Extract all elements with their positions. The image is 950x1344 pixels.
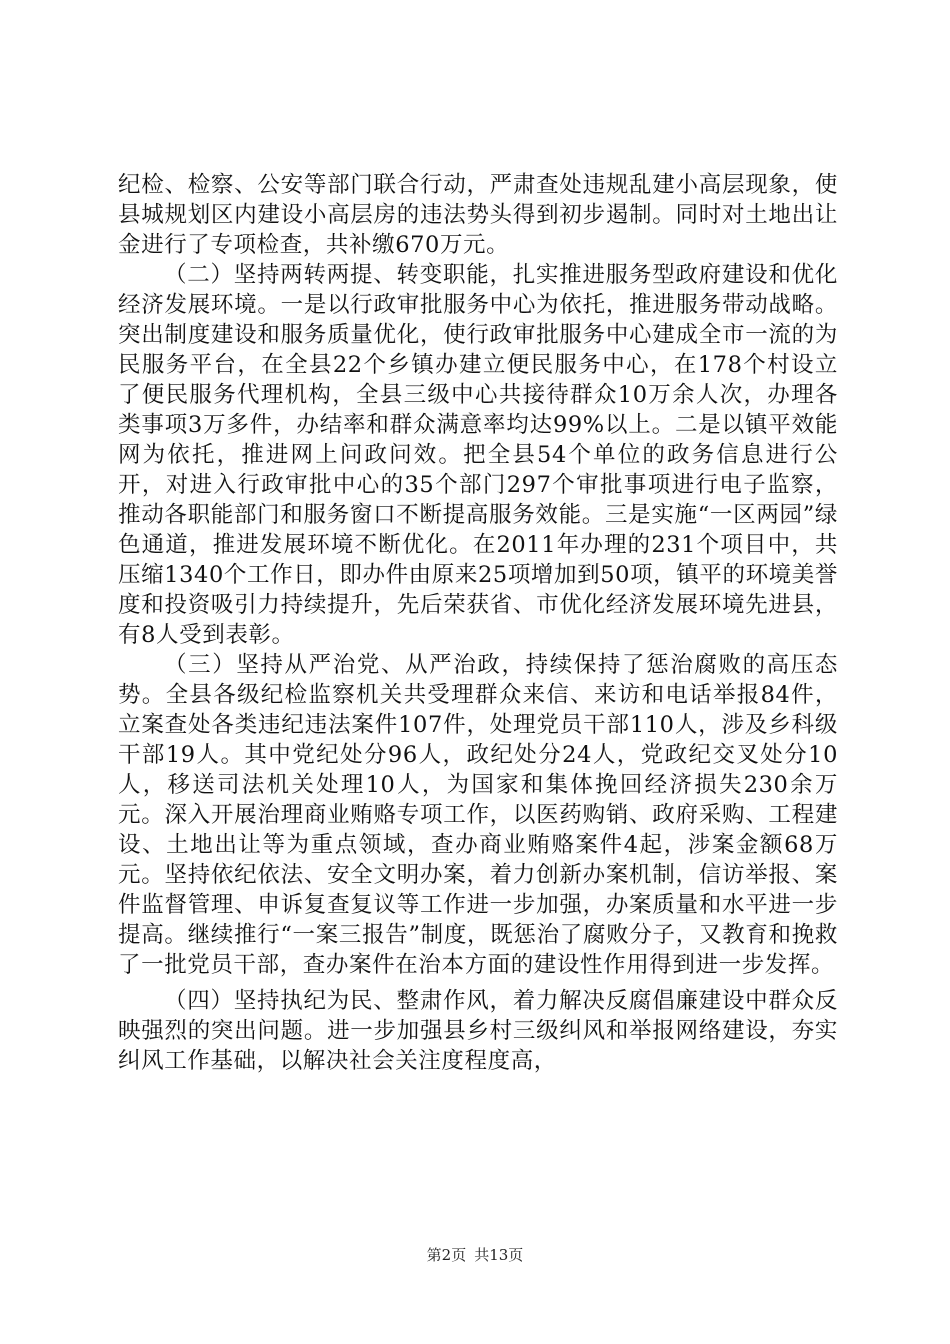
page-total: 共13页 xyxy=(474,1246,524,1264)
paragraph-1: 纪检、检察、公安等部门联合行动，严肃查处违规乱建小高层现象，使县城规划区内建设小高层房的违法势头得到初步遏制。同时对土地出让金进行了专项检查，共补缴670万元。 xyxy=(118,172,838,258)
paragraph-3: （三）坚持从严治党、从严治政，持续保持了惩治腐败的高压态势。全县各级纪检监察机关共受理群众来信、来访和电话举报84件，立案查处各类违纪违法案件107件，处理党员干部110人，涉及乡科级干部19人。其中党纪处分96人，政纪处分24人，党政纪交叉处分10人，移送司法机关处理10人，为国家和集体挽回经济损失230余万元。深入开展治理商业贿赂专项工作，以医药购销、政府采购、工程建设、土地出让等为重点领域，查办商业贿赂案件4起，涉案金额68万元。坚持依纪依法、安全文明办案，着力创新办案机制，信访举报、案件监督管理、申诉复查复议等工作进一步加强，办案质量和水平进一步提高。继续推行“一案三报告”制度，既惩治了腐败分子，又教育和挽救了一批党员干部，查办案件在治本方面的建设性作用得到进一步发挥。 xyxy=(118,652,838,978)
page-footer xyxy=(0,1245,950,1265)
paragraph-2: （二）坚持两转两提、转变职能，扎实推进服务型政府建设和优化经济发展环境。一是以行政审批服务中心为依托，推进服务带动战略。突出制度建设和服务质量优化，使行政审批服务中心建成全市一流的为民服务平台，在全县22个乡镇办建立便民服务中心，在178个村设立了便民服务代理机构，全县三级中心共接待群众10万余人次，办理各类事项3万多件，办结率和群众满意率均达99%以上。二是以镇平效能网为依托，推进网上问政问效。把全县54个单位的政务信息进行公开，对进入行政审批中心的35个部门297个审批事项进行电子监察，推动各职能部门和服务窗口不断提高服务效能。三是实施“一区两园”绿色通道，推进发展环境不断优化。在2011年办理的231个项目中，共压缩1340个工作日，即办件由原来25项增加到50项，镇平的环境美誉度和投资吸引力持续提升，先后荣获省、市优化经济发展环境先进县，有8人受到表彰。 xyxy=(118,262,838,648)
page-number: 第2页 xyxy=(426,1246,467,1264)
paragraph-4: （四）坚持执纪为民、整肃作风，着力解决反腐倡廉建设中群众反映强烈的突出问题。进一步加强县乡村三级纠风和举报网络建设，夯实纠风工作基础，以解决社会关注度程度高， xyxy=(118,988,838,1074)
document-body xyxy=(118,170,838,1076)
